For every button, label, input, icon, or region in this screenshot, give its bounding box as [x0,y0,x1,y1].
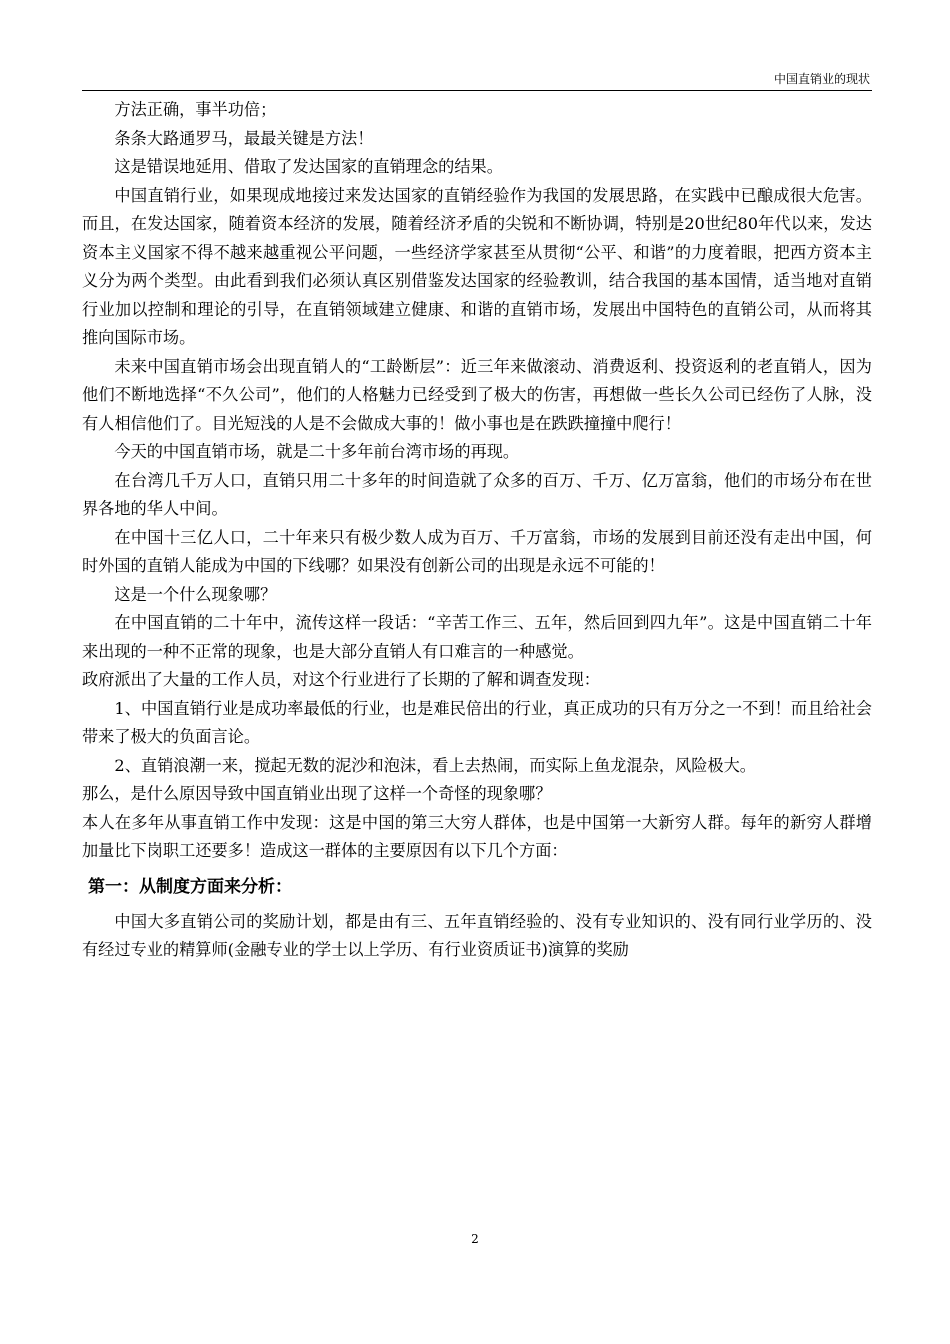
paragraph: 2、直销浪潮一来，搅起无数的泥沙和泡沫，看上去热闹，而实际上鱼龙混杂，风险极大。 [114,755,756,775]
paragraph: 未来中国直销市场会出现直销人的“工龄断层”：近三年来做滚动、消费返利、投资返利的老直销人，因为他们不断地选择“不久公司”，他们的人格魅力已经受到了极大的伤害，再想做一些长久公司已经伤了人脉，没有人相信他们了。目光短浅的人是不会做成大事的！做小事也是在跌跌撞撞中爬行！ [82,356,872,433]
paragraph: 中国大多直销公司的奖励计划，都是由有三、五年直销经验的、没有专业知识的、没有同行业学历的、没有经过专业的精算师(金融专业的学士以上学历、有行业资质证书)演算的奖励 [82,911,872,959]
paragraph: 今天的中国直销市场，就是二十多年前台湾市场的再现。 [114,442,520,461]
paragraph: 在中国直销的二十年中，流传这样一段话：“辛苦工作三、五年，然后回到四九年”。这是中国直销二十年来出现的一种不正常的现象，也是大部分直销人有口难言的一种感觉。 [82,613,872,661]
header-title: 中国直销业的现状 [773,72,870,86]
paragraph: 在中国十三亿人口，二十年来只有极少数人成为百万、千万富翁，市场的发展到目前还没有走出中国，何时外国的直销人能成为中国的下线哪？如果没有创新公司的出现是永远不可能的！ [82,527,872,575]
paragraph: 这是错误地延用、借取了发达国家的直销理念的结果。 [114,157,503,176]
paragraph: 本人在多年从事直销工作中发现：这是中国的第三大穷人群体，也是中国第一大新穷人群。每年的新穷人群增加量比下岗职工还要多！造成这一群体的主要原因有以下几个方面： [82,812,872,860]
paragraph: 中国直销行业，如果现成地接过来发达国家的直销经验作为我国的发展思路，在实践中已酿成很大危害。而且，在发达国家，随着资本经济的发展，随着经济矛盾的尖锐和不断协调，特别是20世纪80年代以来，发达资本主义国家不得不越来越重视公平问题，一些经济学家甚至从贯彻“公平、和谐”的力度着眼，把西方资本主义分为两个类型。由此看到我们必须认真区别借鉴发达国家的经验教训，结合我国的基本国情，适当地对直销行业加以控制和理论的引导，在直销领域建立健康、和谐的直销市场，发展出中国特色的直销公司，从而将其推向国际市场。 [82,185,872,347]
paragraph: 这是一个什么现象哪？ [114,584,277,604]
page-number: 2 [471,1232,479,1246]
paragraph: 政府派出了大量的工作人员，对这个行业进行了长期的了解和调查发现： [82,670,600,689]
paragraph: 方法正确，事半功倍； [114,100,277,119]
paragraph: 1、中国直销行业是成功率最低的行业，也是难民倍出的行业，真正成功的只有万分之一不到！而且给社会带来了极大的负面言论。 [82,698,872,746]
paragraph: 那么，是什么原因导致中国直销业出现了这样一个奇怪的现象哪？ [82,784,552,803]
document-body [82,96,872,965]
paragraph: 在台湾几千万人口，直销只用二十多年的时间造就了众多的百万、千万、亿万富翁，他们的市场分布在世界各地的华人中间。 [82,470,872,518]
section-heading: 第一：从制度方面来分析： [88,876,292,897]
paragraph: 条条大路通罗马，最最关键是方法！ [114,128,374,148]
page-header [82,70,872,91]
